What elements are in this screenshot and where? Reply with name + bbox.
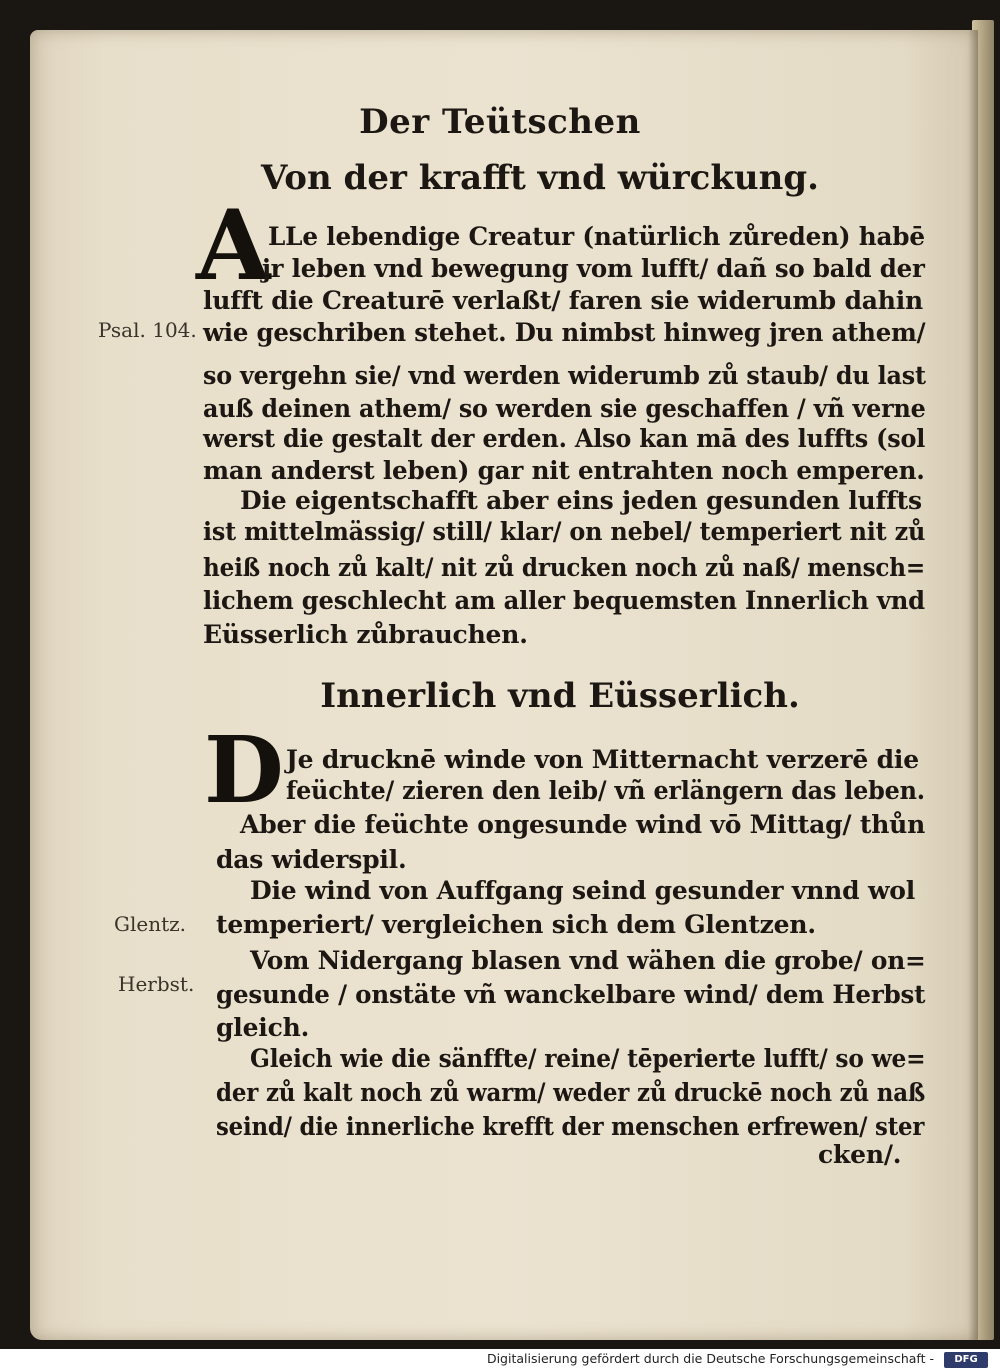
text-line: Vom Nidergang blasen vnd wähen die grobe/ on= bbox=[250, 946, 926, 975]
margin-note-herbst: Herbst. bbox=[118, 972, 195, 996]
text-line: feüchte/ zieren den leib/ vñ erlängern das leben. bbox=[286, 776, 925, 805]
text-line: Die wind von Auffgang seind gesunder vnnd wol bbox=[250, 876, 916, 905]
footer-bar bbox=[0, 1349, 1000, 1371]
text-line: Aber die feüchte ongesunde wind vō Mittag/ thůn bbox=[240, 810, 926, 839]
section-heading-1: Von der krafft vnd würckung. bbox=[261, 158, 819, 198]
text-line: LLe lebendige Creatur (natürlich zůreden) habē bbox=[268, 222, 925, 251]
margin-note-psalm: Psal. 104. bbox=[98, 318, 197, 342]
text-line: auß deinen athem/ so werden sie geschaffen / vñ verne bbox=[203, 394, 926, 423]
text-line: der zů kalt noch zů warm/ weder zů druckē noch zů naß bbox=[216, 1078, 926, 1107]
text-line: das widerspil. bbox=[216, 845, 407, 874]
text-line: Gleich wie die sänffte/ reine/ tēperierte lufft/ so we= bbox=[250, 1044, 926, 1073]
text-line: lichem geschlecht am aller bequemsten Innerlich vnd bbox=[203, 586, 925, 615]
section-heading-2: Innerlich vnd Eüsserlich. bbox=[320, 676, 800, 716]
running-head: Der Teütschen bbox=[359, 102, 641, 142]
dfg-logo: DFG bbox=[944, 1352, 988, 1368]
text-line: gleich. bbox=[216, 1013, 310, 1042]
text-line: temperiert/ vergleichen sich dem Glentzen. bbox=[216, 910, 816, 939]
text-line: seind/ die innerliche krefft der menschen erfrewen/ ster bbox=[216, 1112, 925, 1141]
text-line: so vergehn sie/ vnd werden widerumb zů staub/ du last bbox=[203, 361, 926, 390]
footer-credit: Digitalisierung gefördert durch die Deutsche Forschungsgemeinschaft - bbox=[486, 1351, 934, 1366]
text-line: man anderst leben) gar nit entrahten noch emperen. bbox=[203, 456, 925, 485]
text-line: werst die gestalt der erden. Also kan mā des luffts (sol bbox=[203, 424, 926, 453]
dropcap-initial-a: A bbox=[196, 189, 271, 302]
text-line: Je drucknē winde von Mitternacht verzerē die bbox=[286, 745, 919, 774]
text-line: Die eigentschafft aber eins jeden gesunden luffts bbox=[240, 486, 922, 515]
text-line: gesunde / onstäte vñ wanckelbare wind/ dem Herbst bbox=[216, 980, 926, 1009]
margin-note-glentz: Glentz. bbox=[114, 912, 187, 936]
text-line: Eüsserlich zůbrauchen. bbox=[203, 620, 528, 649]
dropcap-initial-d: D bbox=[204, 716, 284, 824]
text-line: jr leben vnd bewegung vom lufft/ dañ so bald der bbox=[262, 254, 925, 283]
text-line: cken/. bbox=[818, 1140, 902, 1169]
text-line: lufft die Creaturē verlaßt/ faren sie widerumb dahin bbox=[203, 286, 923, 315]
text-line: heiß noch zů kalt/ nit zů drucken noch zů naß/ mensch= bbox=[203, 553, 926, 582]
text-line: wie geschriben stehet. Du nimbst hinweg jren athem/ bbox=[203, 318, 926, 347]
text-line: ist mittelmässig/ still/ klar/ on nebel/ temperiert nit zů bbox=[203, 517, 926, 546]
